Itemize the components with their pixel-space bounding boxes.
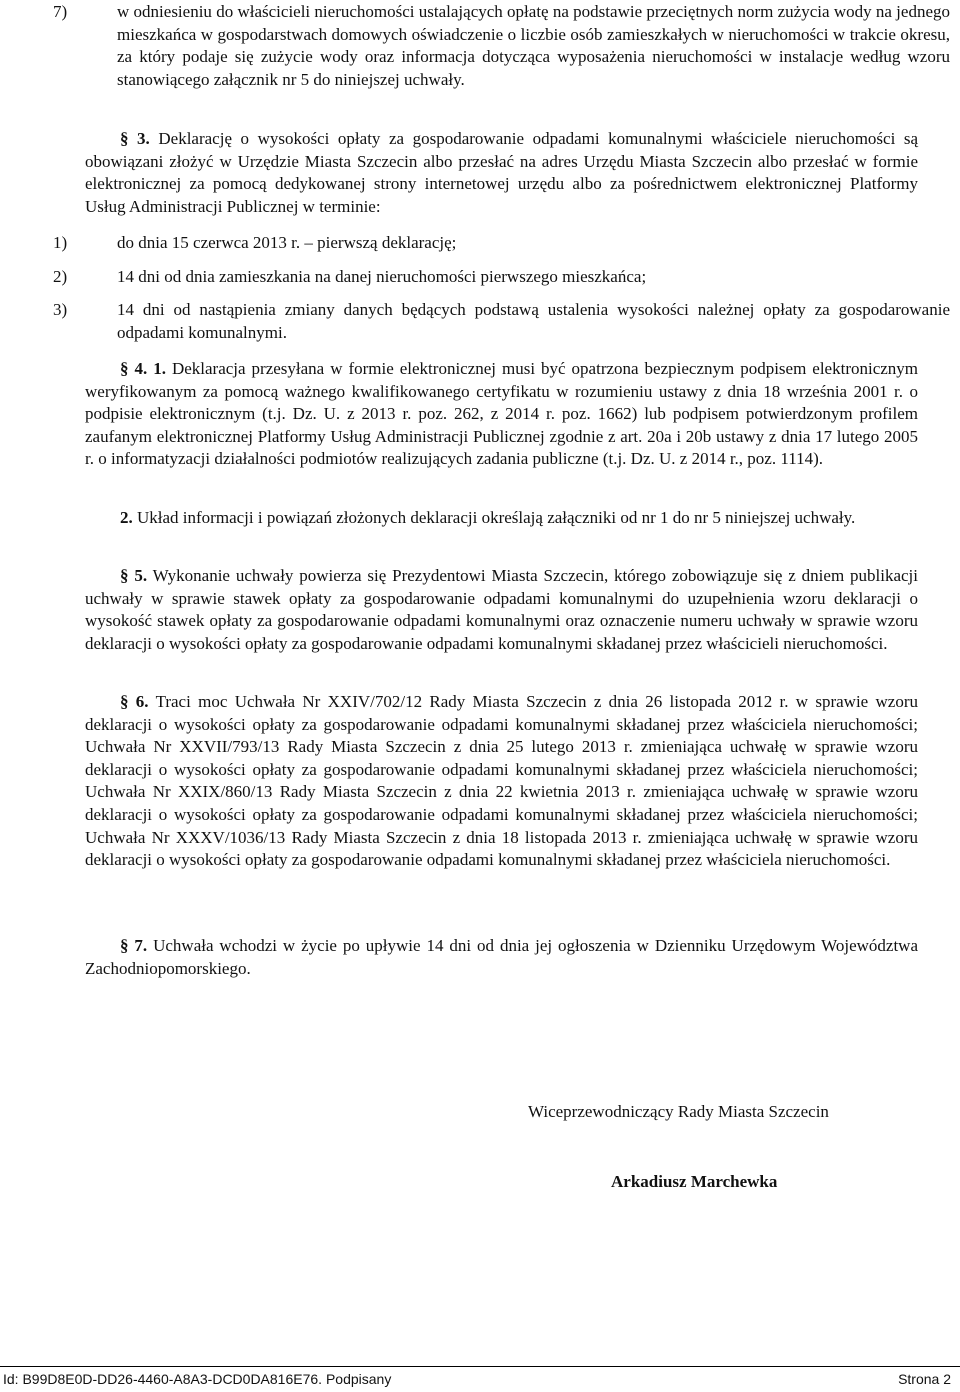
list-item-text: 14 dni od nastąpienia zmiany danych będących podstawą ustalenia wysokości należnej opłaty za gospodarowanie odpadami komunalnymi. [117,300,950,342]
paragraph-4-2 [85,507,918,530]
section-marker: § 4. [120,359,148,378]
page-footer [0,1366,960,1392]
list-number: 3) [53,300,68,319]
subsection-number: 1. [153,359,166,378]
list-item-text: 14 dni od dnia zamieszkania na danej nieruchomości pierwszego mieszkańca; [117,267,647,286]
paragraph-4 [85,358,918,471]
paragraph-5 [85,565,918,655]
paragraph-text: Deklarację o wysokości opłaty za gospodarowanie odpadami komunalnymi właściciele nieruchomości są obowiązani złożyć w Urzędzie Miasta Szczecin albo przesłać na adres Urzędu Miasta Szczecin albo przesłać w formie elektronicznej za pomocą dedykowanej strony internetowej urzędu albo za pośrednictwem elektronicznej Platformy Usług Administracji Publicznej w terminie: [85,129,919,216]
list-number: 1) [53,233,68,252]
list-item [53,232,950,255]
subsection-number: 2. [120,508,133,527]
document-id: Id: B99D8E0D-DD26-4460-A8A3-DCD0DA816E76. Podpisany [3,1371,392,1387]
list-item [53,299,950,344]
list-item-text: do dnia 15 czerwca 2013 r. – pierwszą deklarację; [117,233,457,252]
signatory-title: Wiceprzewodniczący Rady Miasta Szczecin [528,1102,829,1121]
section-marker: § 5. [120,566,148,585]
list-number: 2) [53,267,68,286]
paragraph-text: Uchwała wchodzi w życie po upływie 14 dni od dnia jej ogłoszenia w Dzienniku Urzędowym Województwa Zachodniopomorskiego. [85,936,919,978]
list-item-7 [53,1,950,91]
paragraph-text: Układ informacji i powiązań złożonych deklaracji określają załączniki od nr 1 do nr 5 niniejszej uchwały. [137,508,856,527]
paragraph-text: Traci moc Uchwała Nr XXIV/702/12 Rady Miasta Szczecin z dnia 26 listopada 2012 r. w sprawie wzoru deklaracji o wysokości opłaty za gospodarowanie odpadami komunalnymi składanej przez właściciela nieruchomości; Uchwała Nr XXVII/793/13 Rady Miasta Szczecin z dnia 25 lutego 2013 r. zmieniająca uchwałę w sprawie wzoru deklaracji o wysokości opłaty za gospodarowanie odpadami komunalnymi składanej przez właściciela nieruchomości; Uchwała Nr XXIX/860/13 Rady Miasta Szczecin z dnia 22 kwietnia 2013 r. zmieniająca uchwałę w sprawie wzoru deklaracji o wysokości opłaty za gospodarowanie odpadami komunalnymi składanej przez właściciela nieruchomości; Uchwała Nr XXXV/1036/13 Rady Miasta Szczecin z dnia 18 listopada 2013 r. zmieniająca uchwałę w sprawie wzoru deklaracji o wysokości opłaty za gospodarowanie odpadami komunalnymi składanej przez właściciela nieruchomości. [85,692,919,870]
paragraph-7 [85,935,918,980]
list-number: 7) [53,2,68,21]
section-marker: § 7. [120,936,148,955]
list-item [53,266,950,289]
list-item-text: w odniesieniu do właścicieli nieruchomości ustalających opłatę na podstawie przeciętnych norm zużycia wody na jednego mieszkańca w gospodarstwach domowych oświadczenie o liczbie osób zamieszkałych w nieruchomości w trakcie okresu, za który podaje się zużycie wody oraz informacja dotycząca wyposażenia nieruchomości w instalacje według wzoru stanowiącego załącznik nr 5 do niniejszej uchwały. [117,2,950,89]
paragraph-3 [85,128,918,218]
paragraph-text: Wykonanie uchwały powierza się Prezydentowi Miasta Szczecin, którego zobowiązuje się z dniem publikacji uchwały w sprawie stawek opłaty za gospodarowanie odpadami komunalnymi do uzupełnienia wzoru deklaracji o wysokość stawek opłaty za gospodarowanie odpadami komunalnymi oraz oznaczenie numeru uchwały w sprawie wzoru deklaracji o wysokości opłaty za gospodarowanie odpadami komunalnymi składanej przez właścicieli nieruchomości. [85,566,919,653]
signatory-name: Arkadiusz Marchewka [611,1172,778,1191]
section-marker: § 6. [120,692,149,711]
paragraph-6 [85,691,918,872]
page-number: Strona 2 [898,1371,951,1387]
section-marker: § 3. [120,129,150,148]
paragraph-text: Deklaracja przesyłana w formie elektronicznej musi być opatrzona bezpiecznym podpisem elektronicznym weryfikowanym za pomocą ważnego kwalifikowanego certyfikatu w rozumieniu ustawy z dnia 18 września 2001 r. o podpisie elektronicznym (t.j. Dz. U. z 2013 r. poz. 262, z 2014 r. poz. 1662) lub podpisem potwierdzonym profilem zaufanym elektronicznej Platformy Usług Administracji Publicznej zgodnie z art. 20a i 20b ustawy z dnia 17 lutego 2005 r. o informatyzacji działalności podmiotów realizujących zadania publiczne (t.j. Dz. U. z 2014 r., poz. 1114). [85,359,919,469]
